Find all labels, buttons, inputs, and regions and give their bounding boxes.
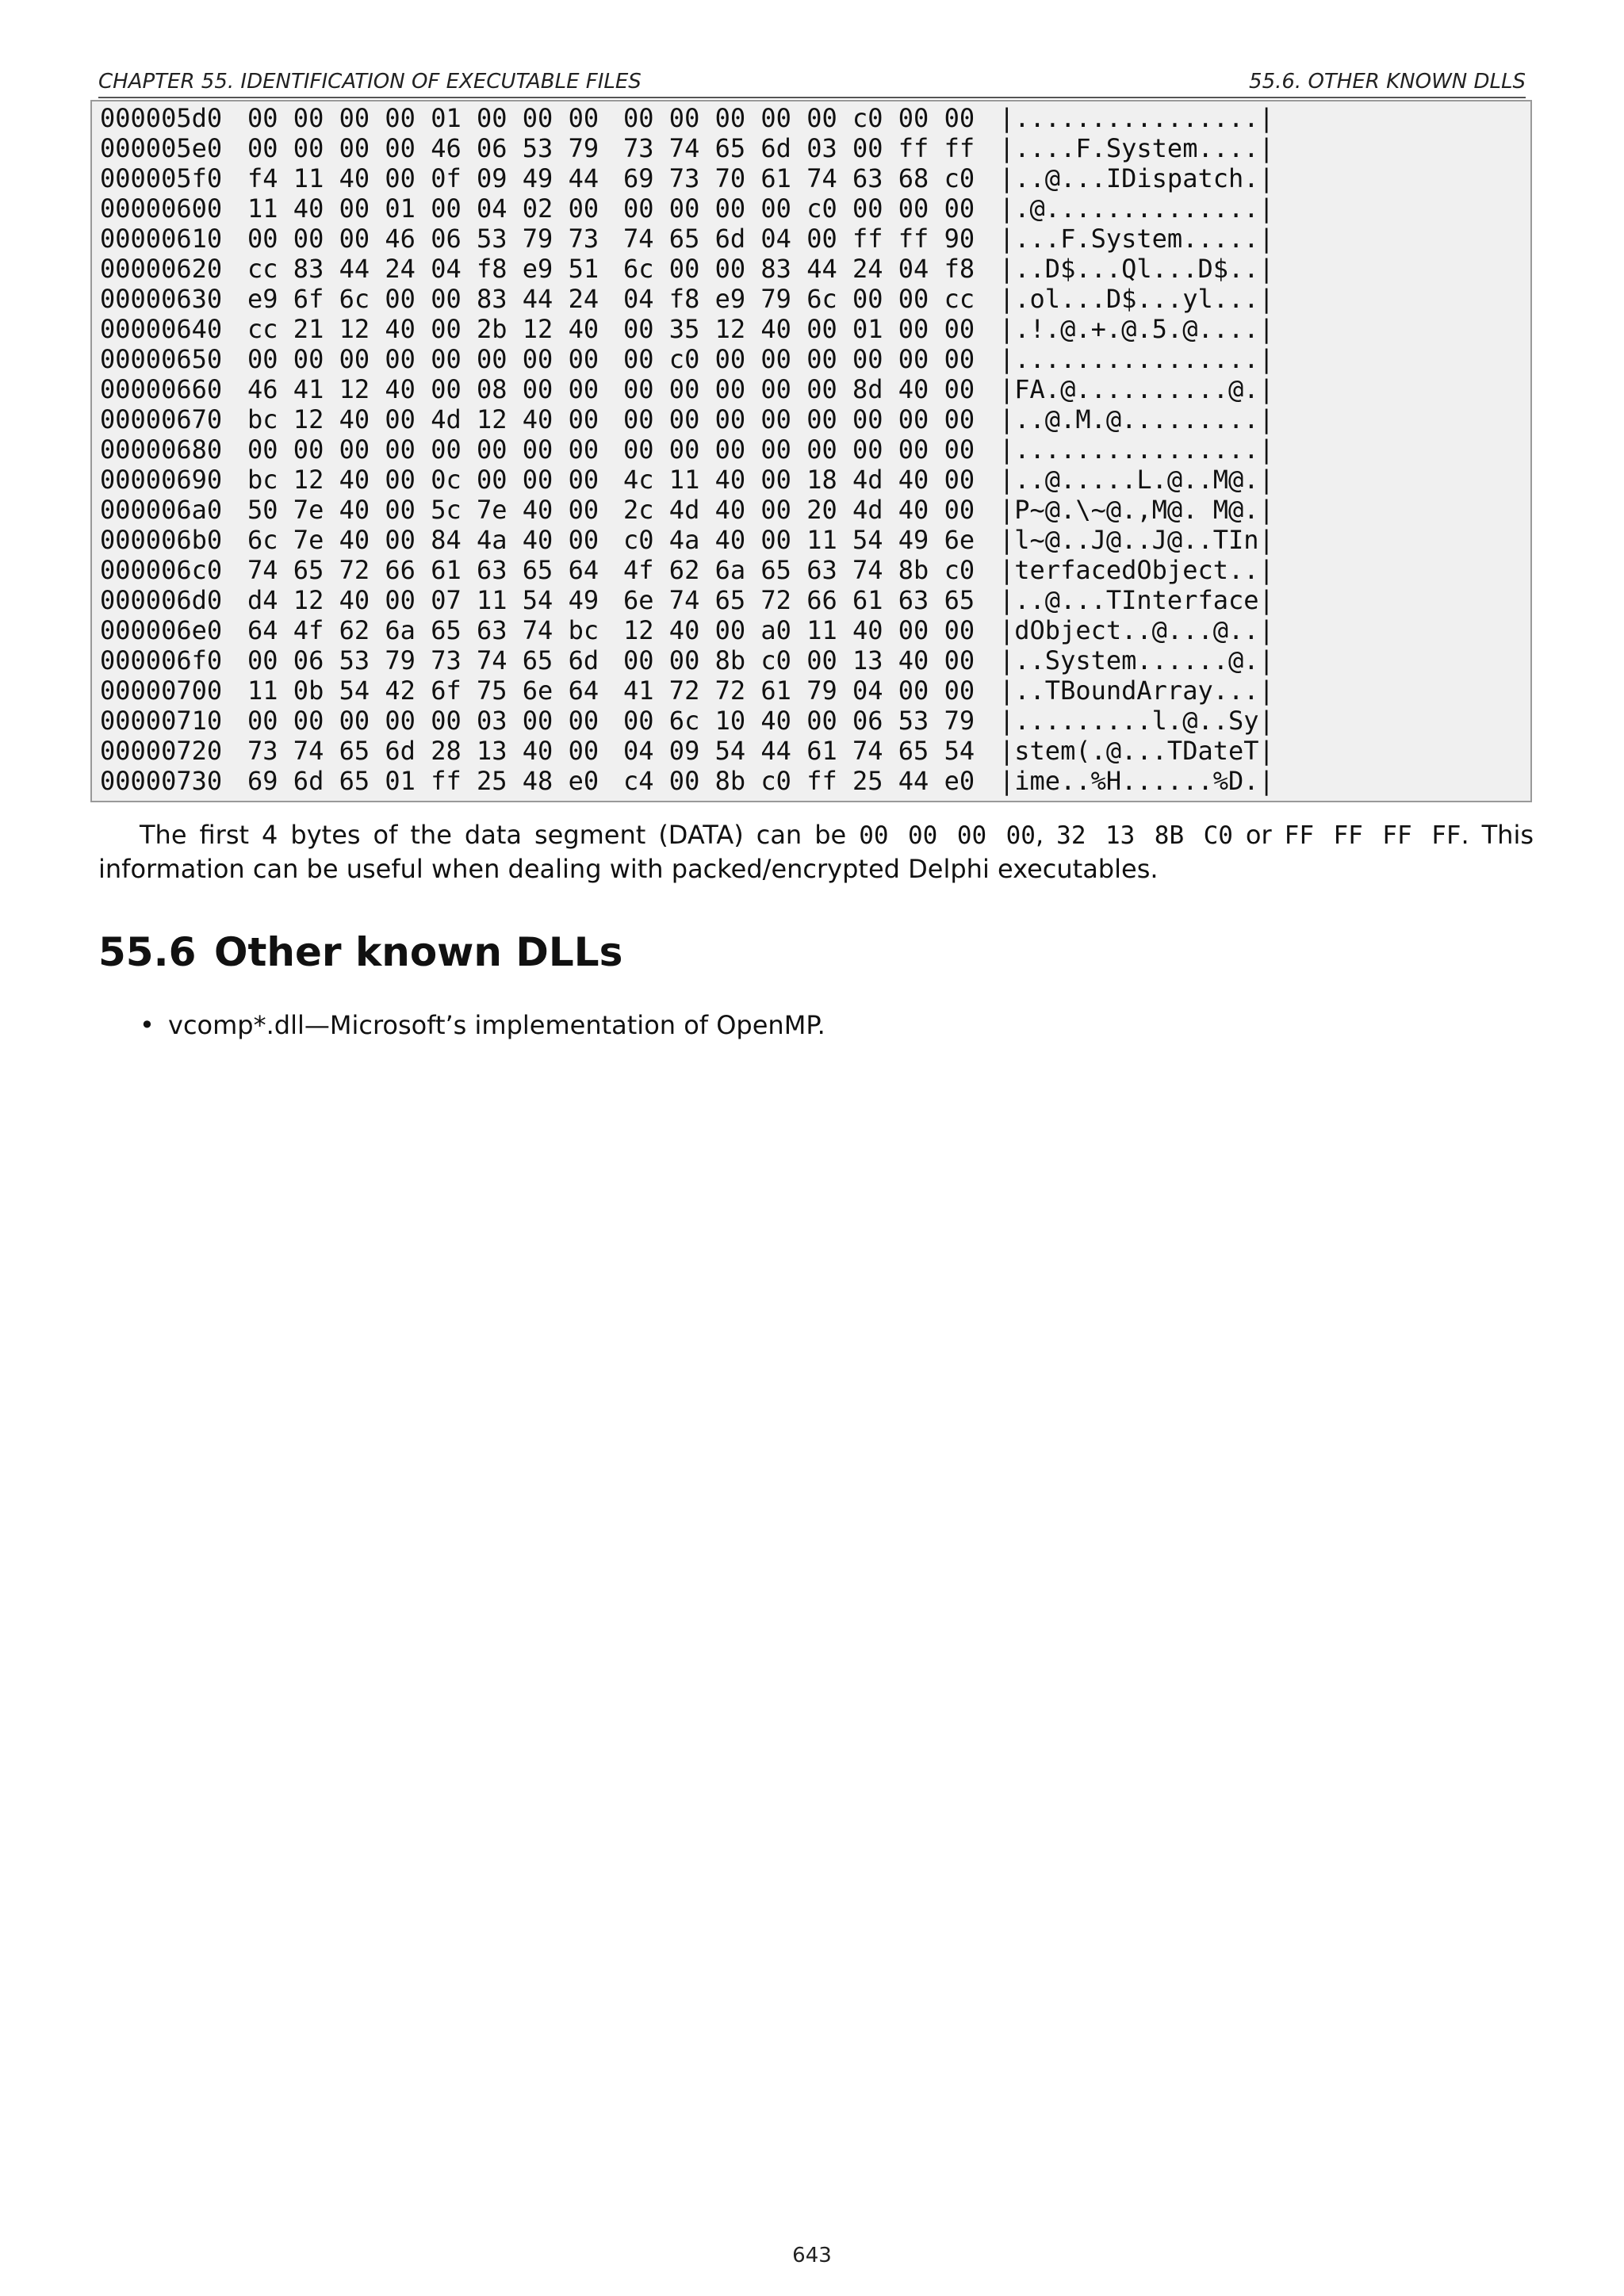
row-hex-first: d4 12 40 00 07 11 54 49 xyxy=(247,585,599,615)
row-offset: 000006d0 xyxy=(100,585,223,615)
row-ascii: |..@...TInterface| xyxy=(999,585,1274,615)
row-ascii: |P~@.\~@.,M@. M@.| xyxy=(999,495,1274,525)
row-offset: 000005d0 xyxy=(100,103,223,133)
row-hex-first: 6c 7e 40 00 84 4a 40 00 xyxy=(247,525,599,555)
row-hex-first: 73 74 65 6d 28 13 40 00 xyxy=(247,736,599,766)
row-hex-second: 4c 11 40 00 18 4d 40 00 xyxy=(623,465,975,495)
row-hex-first: 11 0b 54 42 6f 75 6e 64 xyxy=(247,675,599,706)
row-ascii: |..@...IDispatch.| xyxy=(999,163,1274,193)
row-ascii: |..TBoundArray...| xyxy=(999,675,1274,706)
row-hex-first: 50 7e 40 00 5c 7e 40 00 xyxy=(247,495,599,525)
row-offset: 000005e0 xyxy=(100,133,223,163)
row-hex-first: 00 00 00 00 46 06 53 79 xyxy=(247,133,599,163)
row-offset: 00000720 xyxy=(100,736,223,766)
row-hex-first: 00 06 53 79 73 74 65 6d xyxy=(247,645,599,675)
row-hex-second: 2c 4d 40 00 20 4d 40 00 xyxy=(623,495,975,525)
row-ascii: |................| xyxy=(999,434,1274,465)
row-hex-second: 12 40 00 a0 11 40 00 00 xyxy=(623,615,975,645)
separator-or: or xyxy=(1232,820,1285,850)
row-offset: 00000690 xyxy=(100,465,223,495)
row-hex-first: cc 83 44 24 04 f8 e9 51 xyxy=(247,254,599,284)
section-heading xyxy=(98,929,622,975)
row-hex-first: 00 00 00 46 06 53 79 73 xyxy=(247,224,599,254)
row-hex-first: 64 4f 62 6a 65 63 74 bc xyxy=(247,615,599,645)
code-bytes-zero: 00 00 00 00 xyxy=(859,821,1036,850)
hexdump-listing xyxy=(90,100,1532,802)
row-offset: 00000680 xyxy=(100,434,223,465)
row-ascii: |dObject..@...@..| xyxy=(999,615,1274,645)
row-ascii: |...F.System.....| xyxy=(999,224,1274,254)
row-offset: 000006c0 xyxy=(100,555,223,585)
running-header xyxy=(98,68,1526,98)
bullet-item xyxy=(98,1008,825,1042)
code-bytes-ff: FF FF FF FF xyxy=(1284,821,1461,850)
row-hex-second: 00 6c 10 40 00 06 53 79 xyxy=(623,706,975,736)
paragraph-text-end: . This information can be useful when dealing with packed/encrypted Delphi executables. xyxy=(98,820,1534,884)
row-ascii: |..@.....L.@..M@.| xyxy=(999,465,1274,495)
row-offset: 00000660 xyxy=(100,374,223,404)
row-ascii: |.!.@.+.@.5.@....| xyxy=(999,314,1274,344)
row-offset: 00000730 xyxy=(100,766,223,796)
row-hex-second: 04 f8 e9 79 6c 00 00 cc xyxy=(623,284,975,314)
row-offset: 00000600 xyxy=(100,193,223,224)
row-offset: 000005f0 xyxy=(100,163,223,193)
separator-comma: , xyxy=(1035,820,1057,850)
row-hex-first: bc 12 40 00 4d 12 40 00 xyxy=(247,404,599,434)
row-offset: 00000670 xyxy=(100,404,223,434)
row-hex-second: 6c 00 00 83 44 24 04 f8 xyxy=(623,254,975,284)
row-hex-second: 00 00 00 00 c0 00 00 00 xyxy=(623,193,975,224)
row-hex-first: 11 40 00 01 00 04 02 00 xyxy=(247,193,599,224)
row-offset: 00000630 xyxy=(100,284,223,314)
row-hex-second: 4f 62 6a 65 63 74 8b c0 xyxy=(623,555,975,585)
row-hex-first: cc 21 12 40 00 2b 12 40 xyxy=(247,314,599,344)
row-offset: 00000640 xyxy=(100,314,223,344)
header-section: 55.6. OTHER KNOWN DLLS xyxy=(1249,70,1526,94)
row-hex-first: 00 00 00 00 00 00 00 00 xyxy=(247,434,599,465)
row-hex-second: 00 00 8b c0 00 13 40 00 xyxy=(623,645,975,675)
row-hex-first: 69 6d 65 01 ff 25 48 e0 xyxy=(247,766,599,796)
row-ascii: |.@..............| xyxy=(999,193,1274,224)
bullet-text: vcomp*.dll—Microsoft’s implementation of OpenMP. xyxy=(168,1010,825,1040)
row-hex-second: 00 c0 00 00 00 00 00 00 xyxy=(623,344,975,374)
row-hex-second: 00 00 00 00 00 00 00 00 xyxy=(623,434,975,465)
row-offset: 000006a0 xyxy=(100,495,223,525)
section-title: Other known DLLs xyxy=(214,929,623,975)
row-hex-first: 00 00 00 00 00 03 00 00 xyxy=(247,706,599,736)
row-ascii: |FA.@..........@.| xyxy=(999,374,1274,404)
paragraph-text-start: The first 4 bytes of the data segment (DATA) can be xyxy=(140,820,860,850)
row-hex-first: f4 11 40 00 0f 09 49 44 xyxy=(247,163,599,193)
row-hex-second: 00 00 00 00 00 8d 40 00 xyxy=(623,374,975,404)
row-hex-second: 00 00 00 00 00 c0 00 00 xyxy=(623,103,975,133)
row-offset: 000006e0 xyxy=(100,615,223,645)
row-hex-first: 74 65 72 66 61 63 65 64 xyxy=(247,555,599,585)
row-ascii: |..D$...Ql...D$..| xyxy=(999,254,1274,284)
section-number: 55.6 xyxy=(98,929,197,975)
row-hex-second: c4 00 8b c0 ff 25 44 e0 xyxy=(623,766,975,796)
header-chapter: CHAPTER 55. IDENTIFICATION OF EXECUTABLE FILES xyxy=(98,70,642,94)
row-hex-first: 00 00 00 00 00 00 00 00 xyxy=(247,344,599,374)
code-bytes-alt: 32 13 8B C0 xyxy=(1056,821,1233,850)
row-offset: 000006b0 xyxy=(100,525,223,555)
row-hex-first: bc 12 40 00 0c 00 00 00 xyxy=(247,465,599,495)
row-offset: 00000650 xyxy=(100,344,223,374)
row-hex-second: 74 65 6d 04 00 ff ff 90 xyxy=(623,224,975,254)
page-number: 643 xyxy=(792,2244,832,2267)
row-offset: 00000710 xyxy=(100,706,223,736)
row-hex-second: 00 35 12 40 00 01 00 00 xyxy=(623,314,975,344)
row-ascii: |................| xyxy=(999,344,1274,374)
row-hex-first: e9 6f 6c 00 00 83 44 24 xyxy=(247,284,599,314)
row-hex-first: 00 00 00 00 01 00 00 00 xyxy=(247,103,599,133)
row-ascii: |..@.M.@.........| xyxy=(999,404,1274,434)
row-offset: 00000610 xyxy=(100,224,223,254)
row-hex-second: 73 74 65 6d 03 00 ff ff xyxy=(623,133,975,163)
row-ascii: |stem(.@...TDateT| xyxy=(999,736,1274,766)
row-hex-second: 69 73 70 61 74 63 68 c0 xyxy=(623,163,975,193)
row-ascii: |....F.System....| xyxy=(999,133,1274,163)
row-ascii: |l~@..J@..J@..TIn| xyxy=(999,525,1274,555)
row-hex-second: 41 72 72 61 79 04 00 00 xyxy=(623,675,975,706)
row-offset: 00000620 xyxy=(100,254,223,284)
row-ascii: |..System......@.| xyxy=(999,645,1274,675)
body-paragraph xyxy=(98,818,1534,886)
row-ascii: |ime..%H......%D.| xyxy=(999,766,1274,796)
row-hex-first: 46 41 12 40 00 08 00 00 xyxy=(247,374,599,404)
row-hex-second: 00 00 00 00 00 00 00 00 xyxy=(623,404,975,434)
bullet-list xyxy=(98,1008,825,1042)
row-hex-second: 6e 74 65 72 66 61 63 65 xyxy=(623,585,975,615)
row-ascii: |.........l.@..Sy| xyxy=(999,706,1274,736)
bullet-dot-icon: • xyxy=(140,1010,155,1040)
row-hex-second: 04 09 54 44 61 74 65 54 xyxy=(623,736,975,766)
row-ascii: |terfacedObject..| xyxy=(999,555,1274,585)
row-ascii: |.ol...D$...yl...| xyxy=(999,284,1274,314)
row-offset: 000006f0 xyxy=(100,645,223,675)
row-ascii: |................| xyxy=(999,103,1274,133)
row-hex-second: c0 4a 40 00 11 54 49 6e xyxy=(623,525,975,555)
row-offset: 00000700 xyxy=(100,675,223,706)
